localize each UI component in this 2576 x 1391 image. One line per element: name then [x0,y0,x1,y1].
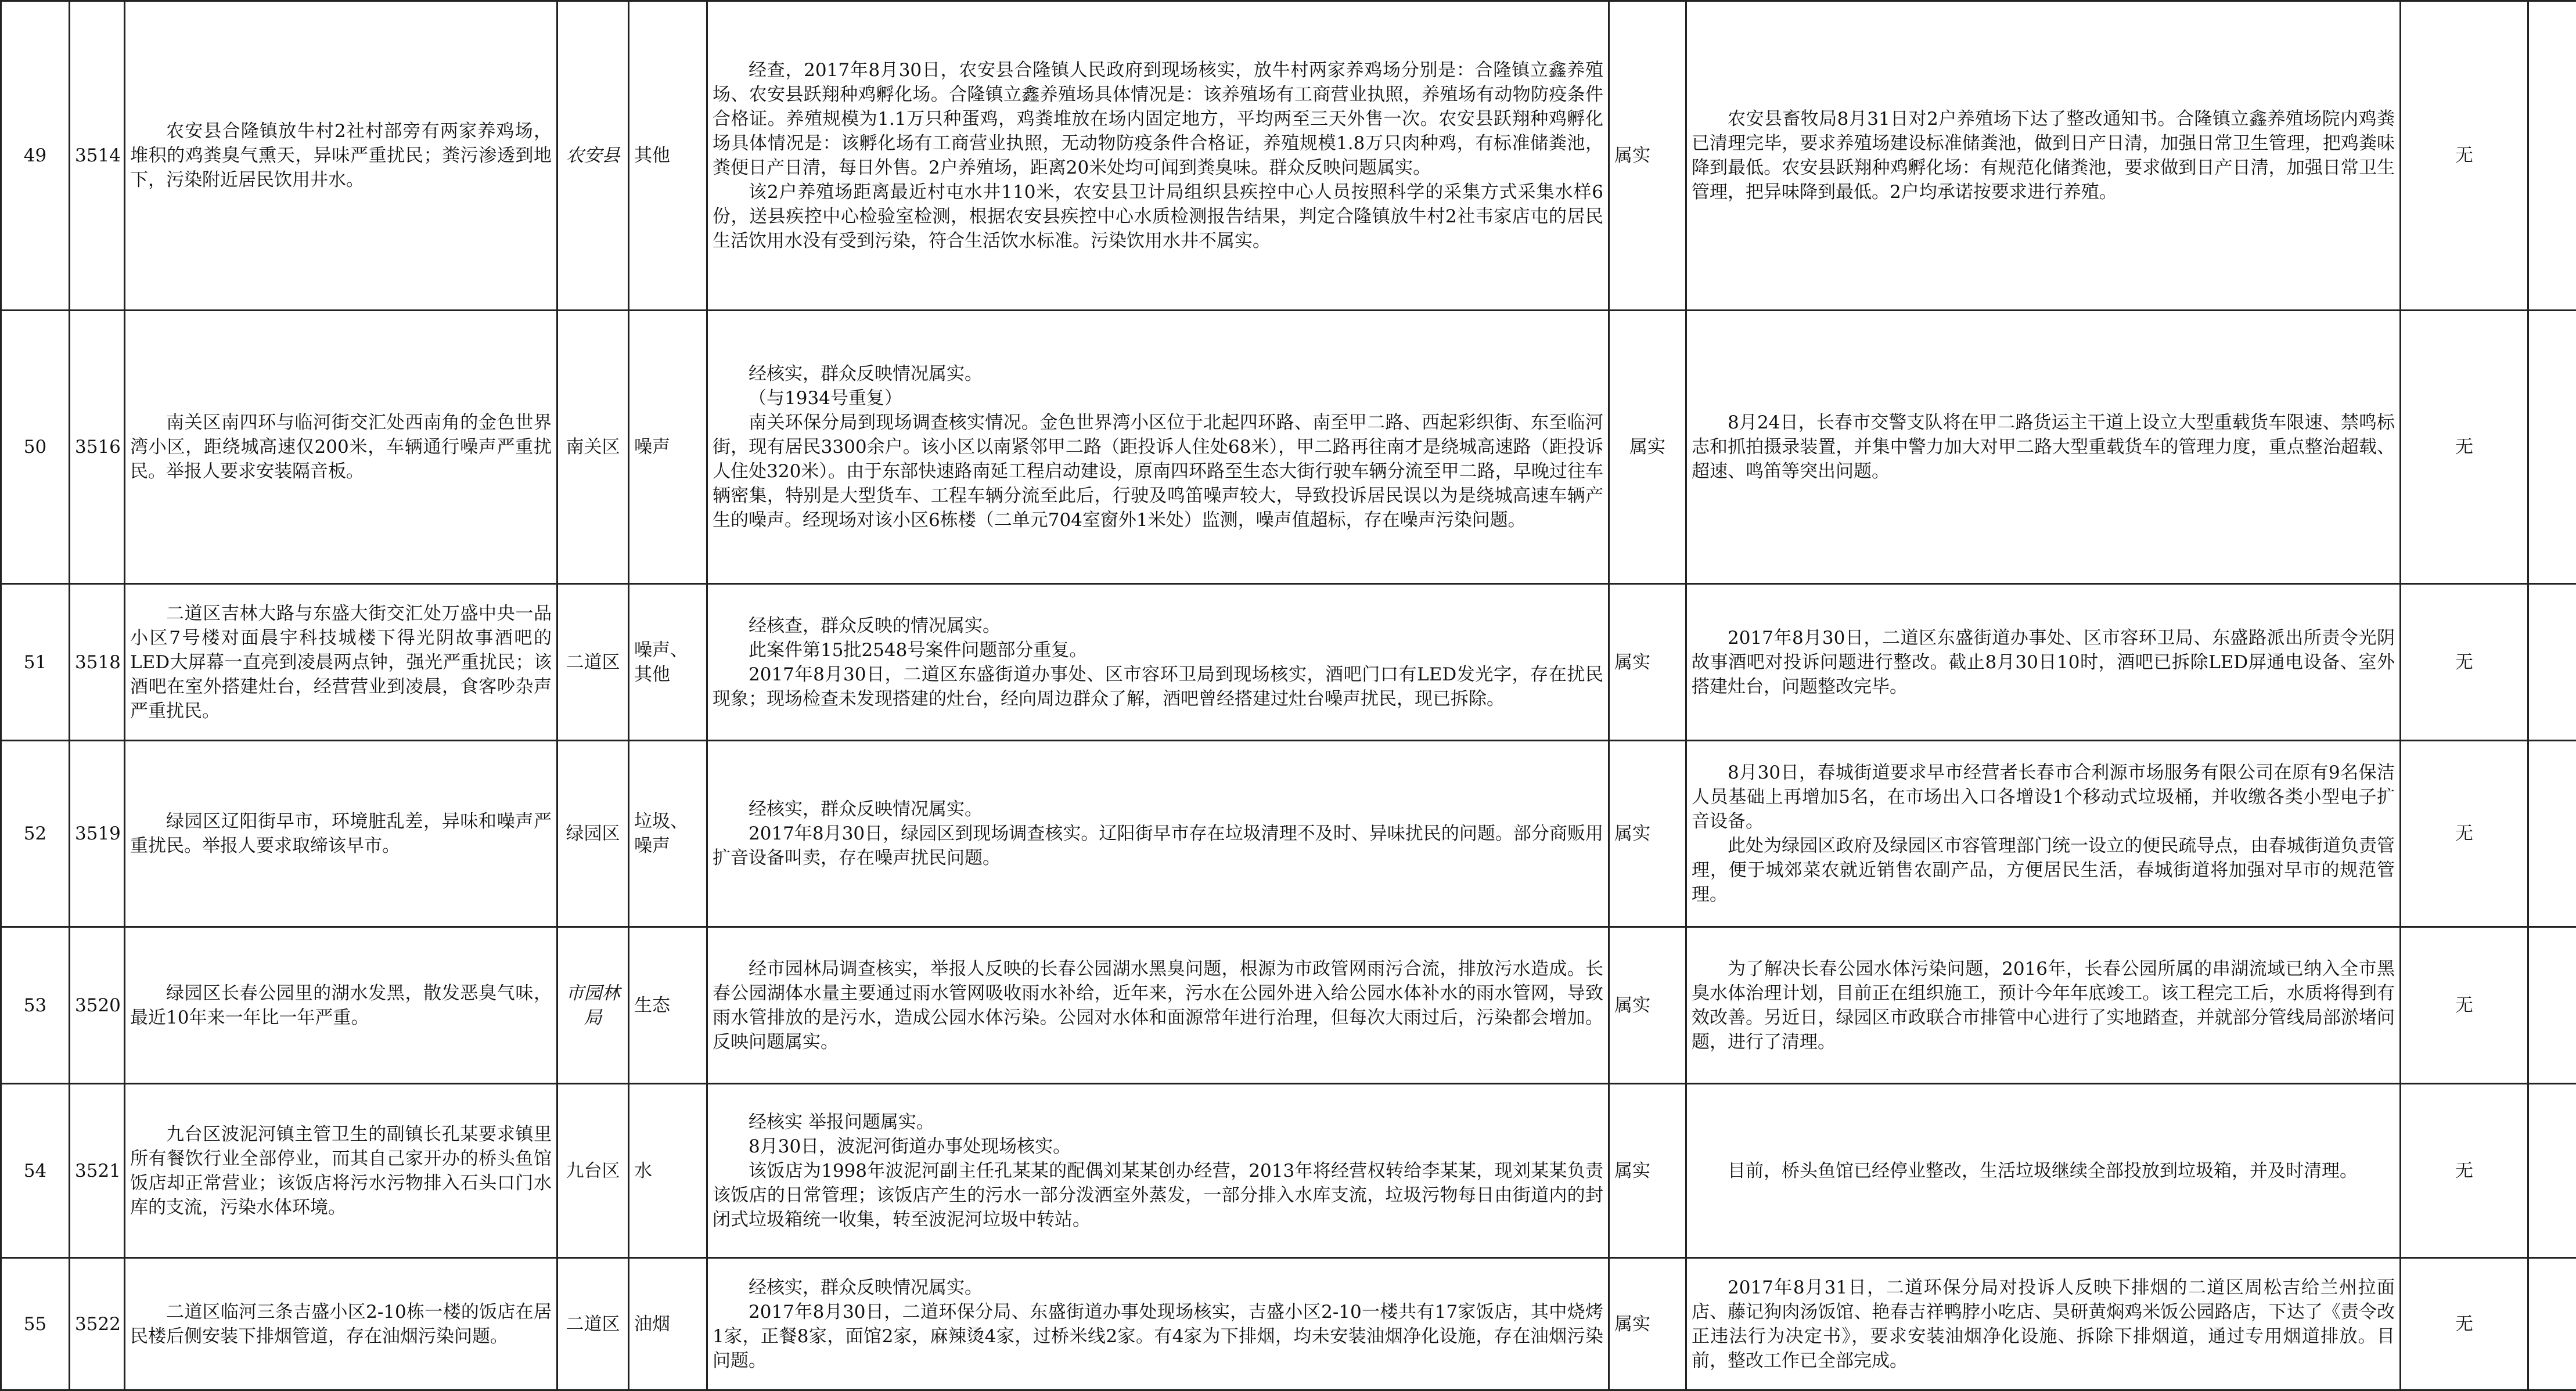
table-row [1,1,2576,311]
pollution-type: 其他 [629,1,707,311]
verification-text: 经核实 举报问题属实。 8月30日，波泥河街道办事处现场核实。 该饭店为1998年波泥河副主任孔某某的配偶刘某某创办经营，2013年将经营权转给李某某，现刘某某负责该饭店的日常管理；该饭店产生的污水一部分泼洒室外蒸发，一部分排入水库支流，垃圾污物每日由街道内的封闭式垃圾箱统一收集，转至波泥河垃圾中转站。 [707,1084,1609,1258]
accountability: 无 [2401,584,2528,741]
table-row [1,927,2576,1084]
verification-result: 属实 [1609,1084,1686,1258]
rectification-text: 8月30日，春城街道要求早市经营者长春市合利源市场服务有限公司在原有9名保洁人员基础上再增加5名，在市场出入口各增设1个移动式垃圾桶，并收缴各类小型电子扩音设备。 此处为绿园区政府及绿园区市容管理部门统一设立的便民疏导点，由春城街道负责管理，便于城郊菜农就近销售农副产品，方便居民生活，春城街道将加强对早市的规范管理。 [1686,741,2401,927]
case-id: 3518 [70,584,125,741]
verification-result: 属实 [1609,1,1686,311]
case-id: 3519 [70,741,125,927]
complaint-text: 二道区临河三条吉盛小区2-10栋一楼的饭店在居民楼后侧安装下排烟管道，存在油烟污染问题。 [125,1258,557,1390]
row-number: 51 [1,584,70,741]
accountability: 无 [2401,927,2528,1084]
pollution-type: 噪声、其他 [629,584,707,741]
verification-result: 属实 [1609,927,1686,1084]
district: 二道区 [557,584,629,741]
pollution-type: 水 [629,1084,707,1258]
empty-cell [2528,311,2576,584]
complaint-text: 二道区吉林大路与东盛大街交汇处万盛中央一品小区7号楼对面晨宇科技城楼下得光阴故事酒吧的LED大屏幕一直亮到凌晨两点钟，强光严重扰民；该酒吧在室外搭建灶台，经营营业到凌晨，食客吵杂声严重扰民。 [125,584,557,741]
empty-cell [2528,1084,2576,1258]
table-body [1,1,2576,1390]
case-id: 3520 [70,927,125,1084]
pollution-type: 生态 [629,927,707,1084]
empty-cell [2528,927,2576,1084]
complaint-text: 农安县合隆镇放牛村2社村部旁有两家养鸡场，堆积的鸡粪臭气熏天，异味严重扰民；粪污渗透到地下，污染附近居民饮用井水。 [125,1,557,311]
accountability: 无 [2401,311,2528,584]
rectification-text: 农安县畜牧局8月31日对2户养殖场下达了整改通知书。合隆镇立鑫养殖场院内鸡粪已清理完毕，要求养殖场建设标准储粪池，做到日产日清，加强日常卫生管理，把鸡粪味降到最低。农安县跃翔种鸡孵化场：有规范化储粪池，要求做到日产日清，加强日常卫生管理，把异味降到最低。2户均承诺按要求进行养殖。 [1686,1,2401,311]
case-id: 3522 [70,1258,125,1390]
case-id: 3521 [70,1084,125,1258]
table-row [1,741,2576,927]
complaint-text: 绿园区辽阳街早市，环境脏乱差，异味和噪声严重扰民。举报人要求取缔该早市。 [125,741,557,927]
table-row [1,1258,2576,1390]
rectification-text: 为了解决长春公园水体污染问题，2016年，长春公园所属的串湖流域已纳入全市黑臭水体治理计划，目前正在组织施工，预计今年年底竣工。该工程完工后，水质将得到有效改善。另近日，绿园区市政联合市排管中心进行了实地踏查，并就部分管线局部淤堵问题，进行了清理。 [1686,927,2401,1084]
district: 农安县 [557,1,629,311]
rectification-text: 目前，桥头鱼馆已经停业整改，生活垃圾继续全部投放到垃圾箱，并及时清理。 [1686,1084,2401,1258]
row-number: 50 [1,311,70,584]
district: 绿园区 [557,741,629,927]
table-row [1,1084,2576,1258]
district: 二道区 [557,1258,629,1390]
rectification-text: 2017年8月30日，二道区东盛街道办事处、区市容环卫局、东盛路派出所责令光阴故事酒吧对投诉问题进行整改。截止8月30日10时，酒吧已拆除LED屏通电设备、室外搭建灶台，问题整改完毕。 [1686,584,2401,741]
pollution-type: 垃圾、噪声 [629,741,707,927]
verification-result: 属实 [1609,1258,1686,1390]
row-number: 53 [1,927,70,1084]
row-number: 55 [1,1258,70,1390]
verification-text: 经核实，群众反映情况属实。 2017年8月30日，二道环保分局、东盛街道办事处现场核实，吉盛小区2-10一楼共有17家饭店，其中烧烤1家，正餐8家，面馆2家，麻辣烫4家，过桥米线2家。有4家为下排烟，均未安装油烟净化设施，存在油烟污染问题。 [707,1258,1609,1390]
empty-cell [2528,1,2576,311]
case-id: 3514 [70,1,125,311]
rectification-text: 2017年8月31日，二道环保分局对投诉人反映下排烟的二道区周松吉给兰州拉面店、藤记狗肉汤饭馆、艳春吉祥鸭脖小吃店、昊研黄焖鸡米饭公园路店，下达了《责令改正违法行为决定书》，要求安装油烟净化设施、拆除下排烟道，通过专用烟道排放。目前，整改工作已全部完成。 [1686,1258,2401,1390]
district: 南关区 [557,311,629,584]
district: 市园林局 [557,927,629,1084]
case-id: 3516 [70,311,125,584]
table-row [1,584,2576,741]
verification-result: 属实 [1609,584,1686,741]
empty-cell [2528,584,2576,741]
accountability: 无 [2401,1,2528,311]
accountability: 无 [2401,1084,2528,1258]
verification-text: 经查，2017年8月30日，农安县合隆镇人民政府到现场核实，放牛村两家养鸡场分别是：合隆镇立鑫养殖场、农安县跃翔种鸡孵化场。合隆镇立鑫养殖场具体情况是：该养殖场有工商营业执照，养殖场有动物防疫条件合格证。养殖规模为1.1万只种蛋鸡，鸡粪堆放在场内固定地方，平均两至三天外售一次。农安县跃翔种鸡孵化场具体情况是：该孵化场有工商营业执照，无动物防疫条件合格证，养殖规模1.8万只肉种鸡，有标准储粪池，粪便日产日清，每日外售。2户养殖场，距离20米处均可闻到粪臭味。群众反映问题属实。 该2户养殖场距离最近村屯水井110米，农安县卫计局组织县疾控中心人员按照科学的采集方式采集水样6份，送县疾控中心检验室检测，根据农安县疾控中心水质检测报告结果，判定合隆镇放牛村2社韦家店屯的居民生活饮用水没有受到污染，符合生活饮水标准。污染饮用水井不属实。 [707,1,1609,311]
complaint-text: 南关区南四环与临河街交汇处西南角的金色世界湾小区，距绕城高速仅200米，车辆通行噪声严重扰民。举报人要求安装隔音板。 [125,311,557,584]
pollution-type: 油烟 [629,1258,707,1390]
accountability: 无 [2401,741,2528,927]
complaint-text: 九台区波泥河镇主管卫生的副镇长孔某要求镇里所有餐饮行业全部停业，而其自己家开办的桥头鱼馆饭店却正常营业；该饭店将污水污物排入石头口门水库的支流，污染水体环境。 [125,1084,557,1258]
verification-text: 经核实，群众反映情况属实。 2017年8月30日，绿园区到现场调查核实。辽阳街早市存在垃圾清理不及时、异味扰民的问题。部分商贩用扩音设备叫卖，存在噪声扰民问题。 [707,741,1609,927]
verification-text: 经核实，群众反映情况属实。 （与1934号重复） 南关环保分局到现场调查核实情况。金色世界湾小区位于北起四环路、南至甲二路、西起彩织街、东至临河街，现有居民3300余户。该小区以南紧邻甲二路（距投诉人住处68米），甲二路再往南才是绕城高速路（距投诉人住处320米）。由于东部快速路南延工程启动建设，原南四环路至生态大街行驶车辆分流至甲二路，早晚过往车辆密集，特别是大型货车、工程车辆分流至此后，行驶及鸣笛噪声较大，导致投诉居民误以为是绕城高速车辆产生的噪声。经现场对该小区6栋楼（二单元704室窗外1米处）监测，噪声值超标，存在噪声污染问题。 [707,311,1609,584]
verification-text: 经核查，群众反映的情况属实。 此案件第15批2548号案件问题部分重复。 2017年8月30日，二道区东盛街道办事处、区市容环卫局到现场核实，酒吧门口有LED发光字，存在扰民现象；现场检查未发现搭建的灶台，经向周边群众了解，酒吧曾经搭建过灶台噪声扰民，现已拆除。 [707,584,1609,741]
empty-cell [2528,741,2576,927]
verification-result: 属实 [1609,741,1686,927]
table-row [1,311,2576,584]
verification-text: 经市园林局调查核实，举报人反映的长春公园湖水黑臭问题，根源为市政管网雨污合流，排放污水造成。长春公园湖体水量主要通过雨水管网吸收雨水补给，近年来，污水在公园外进入给公园水体补水的雨水管网，导致雨水管排放的是污水，造成公园水体污染。公园对水体和面源常年进行治理，但每次大雨过后，污染都会增加。反映问题属实。 [707,927,1609,1084]
empty-cell [2528,1258,2576,1390]
row-number: 49 [1,1,70,311]
district: 九台区 [557,1084,629,1258]
verification-result: 属实 [1609,311,1686,584]
pollution-type: 噪声 [629,311,707,584]
complaint-text: 绿园区长春公园里的湖水发黑，散发恶臭气味，最近10年来一年比一年严重。 [125,927,557,1084]
row-number: 54 [1,1084,70,1258]
row-number: 52 [1,741,70,927]
rectification-text: 8月24日，长春市交警支队将在甲二路货运主干道上设立大型重载货车限速、禁鸣标志和抓拍摄录装置，并集中警力加大对甲二路大型重载货车的管理力度，重点整治超载、超速、鸣笛等突出问题。 [1686,311,2401,584]
accountability: 无 [2401,1258,2528,1390]
